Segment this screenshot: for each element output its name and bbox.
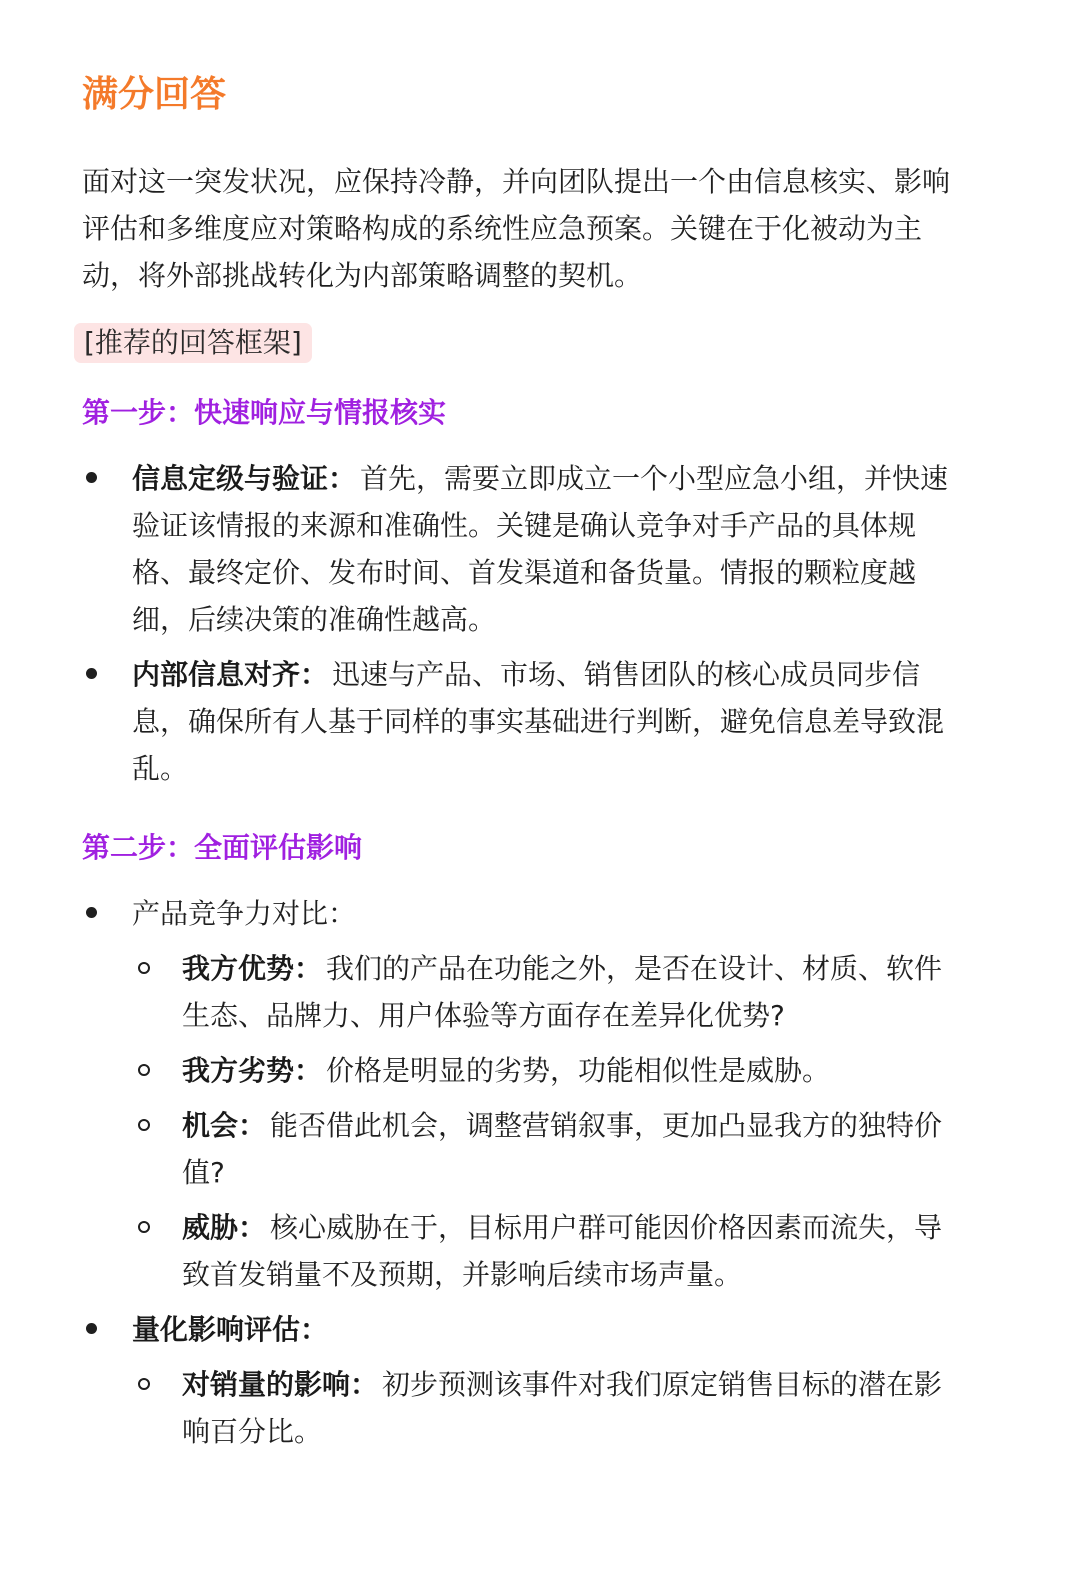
list-item [82,651,960,792]
item-text: 能否借此机会，调整营销叙事，更加凸显我方的独特价值? [182,1109,943,1189]
item-label: 内部信息对齐： [132,658,329,691]
sub-list [132,945,960,1298]
circle-bullet-icon [138,1119,150,1131]
item-label: 我方劣势： [182,1054,323,1087]
item-label: 威胁： [182,1211,267,1244]
bullet-icon [86,472,97,483]
list-item [82,1306,960,1455]
sub-list-item [132,1047,960,1094]
bullet-icon [86,1323,97,1334]
group-label: 产品竞争力对比： [132,897,357,930]
page-title: 满分回答 [82,74,227,115]
group-label: 量化影响评估： [132,1313,329,1346]
step2-list [82,890,960,1455]
circle-bullet-icon [138,1221,150,1233]
intro-paragraph: 面对这一突发状况，应保持冷静，并向团队提出一个由信息核实、影响评估和多维度应对策略构成的系统性应急预案。关键在于化被动为主动，将外部挑战转化为内部策略调整的契机。 [82,165,951,292]
sub-list-item [132,1102,960,1196]
step1-list [82,455,960,792]
bullet-icon [86,668,97,679]
list-item [82,890,960,1298]
item-label: 机会： [182,1109,267,1142]
item-text: 核心威胁在于，目标用户群可能因价格因素而流失，导致首发销量不及预期，并影响后续市场声量。 [182,1211,943,1291]
sub-list-item [132,1361,960,1455]
list-item [82,455,960,643]
circle-bullet-icon [138,1064,150,1076]
item-label: 我方优势： [182,952,323,985]
item-label: 对销量的影响： [182,1368,379,1401]
circle-bullet-icon [138,1378,150,1390]
sub-list-item [132,1204,960,1298]
bullet-icon [86,907,97,918]
sub-list [132,1361,960,1455]
item-text: 初步预测该事件对我们原定销售目标的潜在影响百分比。 [182,1368,943,1448]
item-label: 信息定级与验证： [132,462,357,495]
circle-bullet-icon [138,962,150,974]
step2-heading: 第二步：全面评估影响 [82,831,363,864]
item-text: 迅速与产品、市场、销售团队的核心成员同步信息，确保所有人基于同样的事实基础进行判断，避免信息差导致混乱。 [132,658,945,785]
step1-heading: 第一步：快速响应与情报核实 [82,396,447,429]
item-text: 价格是明显的劣势，功能相似性是威胁。 [326,1054,831,1087]
item-text: 我们的产品在功能之外，是否在设计、材质、软件生态、品牌力、用户体验等方面存在差异化优势? [182,952,943,1032]
sub-list-item [132,945,960,1039]
framework-tag: [推荐的回答框架] [74,323,312,363]
item-text: 首先，需要立即成立一个小型应急小组，并快速验证该情报的来源和准确性。关键是确认竞争对手产品的具体规格、最终定价、发布时间、首发渠道和备货量。情报的颗粒度越细，后续决策的准确性越高。 [132,462,949,636]
